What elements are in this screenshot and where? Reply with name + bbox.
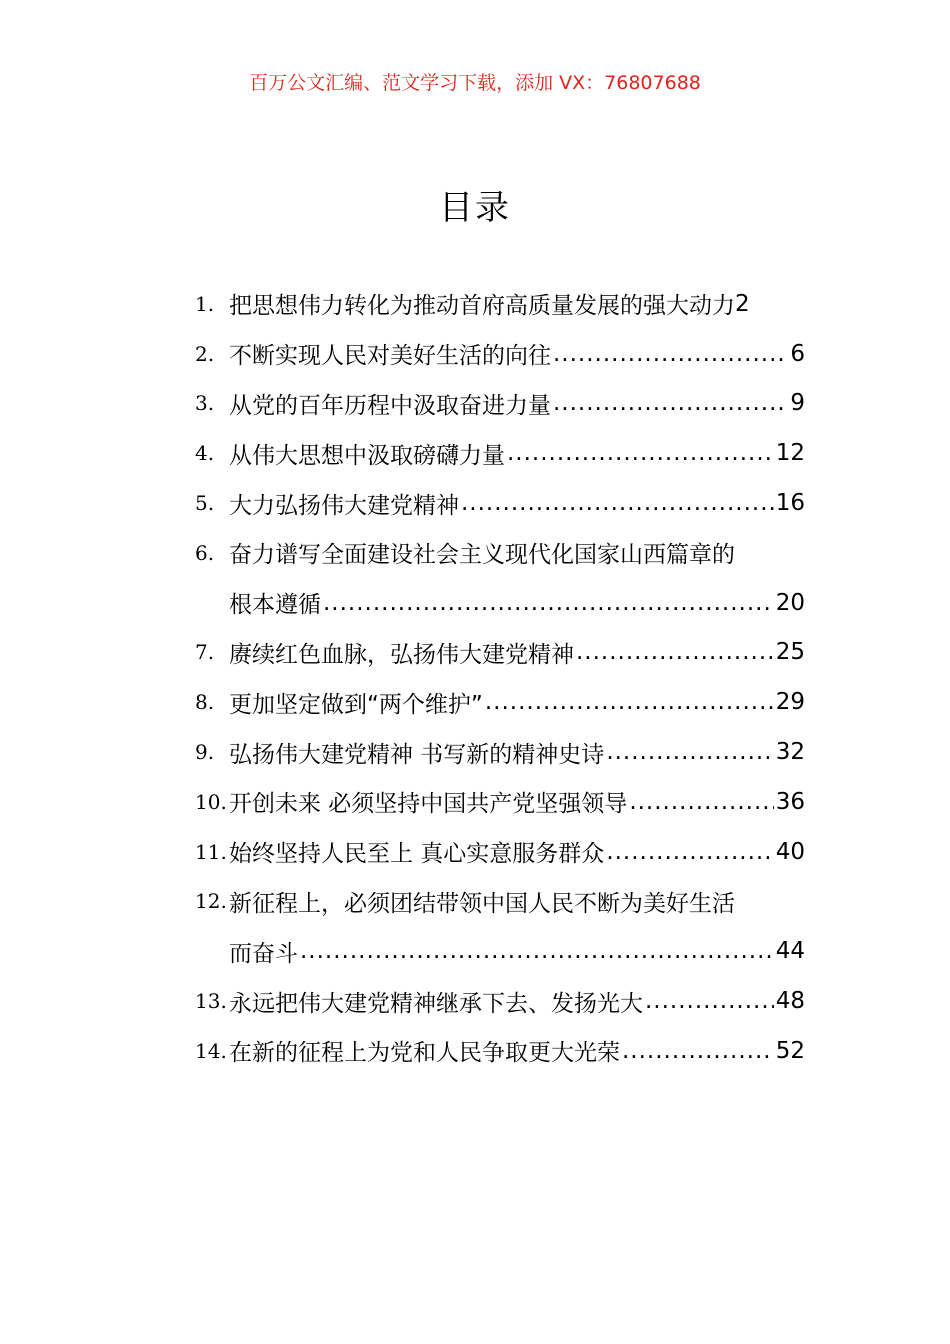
toc-title: 目录 xyxy=(439,188,511,228)
toc-entry-page: 16 xyxy=(775,490,805,517)
toc-entry-number: 4. xyxy=(195,441,215,466)
toc-leader xyxy=(461,490,774,516)
toc-entry-page: 52 xyxy=(775,1037,805,1064)
toc-leader xyxy=(507,440,774,466)
toc-entry-page: 25 xyxy=(775,639,805,666)
toc-entry-title: 开创未来 必须坚持中国共产党坚强领导 xyxy=(229,791,628,818)
toc-entry-title: 从伟大思想中汲取磅礴力量 xyxy=(229,442,505,469)
toc-leader xyxy=(629,789,773,815)
toc-entry-title: 弘扬伟大建党精神 书写新的精神史诗 xyxy=(229,741,605,768)
toc-entry-number: 2. xyxy=(195,341,215,366)
toc-entry[interactable] xyxy=(195,777,805,827)
header-note: 百万公文汇编、范文学习下载，添加 VX：76807688 xyxy=(249,72,701,94)
toc-entry-number: 12. xyxy=(195,889,227,914)
toc-entry-page: 32 xyxy=(775,739,805,766)
toc-entry-title: 奋力谱写全面建设社会主义现代化国家山西篇章的 xyxy=(229,542,735,569)
toc-entry[interactable] xyxy=(195,329,805,379)
toc-entry-title: 始终坚持人民至上 真心实意服务群众 xyxy=(229,841,605,868)
toc-entry-page: 48 xyxy=(775,988,805,1015)
toc-entry-title: 永远把伟大建党精神继承下去、发扬光大 xyxy=(229,990,643,1017)
toc-entry[interactable] xyxy=(195,677,805,727)
toc-leader xyxy=(622,1038,774,1064)
toc-leader xyxy=(553,390,788,416)
toc-entry[interactable] xyxy=(195,379,805,429)
toc-entry-number: 11. xyxy=(195,839,227,864)
toc-leader xyxy=(300,938,774,964)
toc-entry-title-cont: 根本遵循 xyxy=(229,592,321,619)
toc-entry-title: 从党的百年历程中汲取奋进力量 xyxy=(229,392,551,419)
toc-entry-number: 3. xyxy=(195,391,215,416)
toc-leader xyxy=(485,689,774,715)
toc-entry-title-cont: 而奋斗 xyxy=(229,940,298,967)
toc-entry[interactable] xyxy=(195,827,805,877)
toc-entry-number: 7. xyxy=(195,640,215,665)
toc-entry-number: 1. xyxy=(195,291,215,316)
toc-entry[interactable] xyxy=(195,877,805,927)
toc-entry-page: 12 xyxy=(775,440,805,467)
toc-entry-title: 不断实现人民对美好生活的向往 xyxy=(229,343,551,370)
toc-list xyxy=(195,279,805,1076)
toc-entry[interactable] xyxy=(195,279,805,329)
toc-entry-number: 6. xyxy=(195,540,215,565)
toc-entry-page: 20 xyxy=(775,589,805,616)
toc-entry-number: 13. xyxy=(195,989,227,1014)
toc-entry-continuation[interactable] xyxy=(195,926,805,976)
toc-entry-page: 29 xyxy=(775,689,805,716)
toc-entry-number: 8. xyxy=(195,690,215,715)
toc-entry[interactable] xyxy=(195,1026,805,1076)
toc-entry-title: 新征程上，必须团结带领中国人民不断为美好生活 xyxy=(229,890,735,917)
toc-leader xyxy=(606,839,773,865)
toc-entry[interactable] xyxy=(195,428,805,478)
toc-entry[interactable] xyxy=(195,478,805,528)
toc-entry-title: 大力弘扬伟大建党精神 xyxy=(229,492,459,519)
toc-leader xyxy=(606,739,773,765)
toc-entry-page: 2 xyxy=(735,290,750,317)
toc-entry-page: 9 xyxy=(790,390,805,417)
toc-leader xyxy=(576,639,774,665)
toc-entry-page: 40 xyxy=(775,838,805,865)
toc-entry-number: 5. xyxy=(195,491,215,516)
toc-leader xyxy=(323,590,774,616)
toc-entry-number: 10. xyxy=(195,789,227,814)
toc-leader xyxy=(553,341,788,367)
toc-entry[interactable] xyxy=(195,528,805,578)
toc-entry[interactable] xyxy=(195,727,805,777)
toc-leader xyxy=(645,988,774,1014)
toc-entry-page: 36 xyxy=(775,788,805,815)
toc-entry-number: 14. xyxy=(195,1038,227,1063)
toc-entry-page: 6 xyxy=(790,340,805,367)
toc-entry-page: 44 xyxy=(775,938,805,965)
toc-entry[interactable] xyxy=(195,628,805,678)
toc-entry-title: 在新的征程上为党和人民争取更大光荣 xyxy=(229,1040,620,1067)
toc-entry[interactable] xyxy=(195,976,805,1026)
toc-entry-title: 更加坚定做到“两个维护” xyxy=(229,691,483,718)
toc-entry-title: 把思想伟力转化为推动首府高质量发展的强大动力 xyxy=(229,293,735,320)
toc-entry-continuation[interactable] xyxy=(195,578,805,628)
toc-entry-number: 9. xyxy=(195,740,215,765)
toc-entry-title: 赓续红色血脉，弘扬伟大建党精神 xyxy=(229,641,574,668)
